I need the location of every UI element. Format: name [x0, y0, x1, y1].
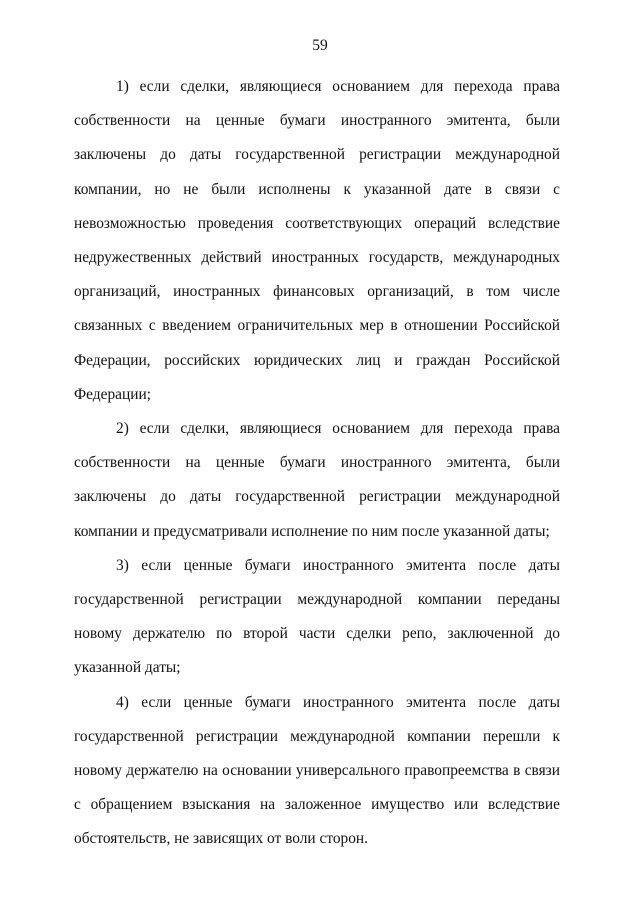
paragraph-2: 2) если сделки, являющиеся основанием для перехода права собственности на ценные бумаги иностранного эмитента, были заключены до даты государственной регистрации международной компании и предусматривали исполнение по ним после указанной даты; [74, 420, 560, 540]
page-number: 59 [312, 37, 328, 54]
paragraph-3: 3) если ценные бумаги иностранного эмитента после даты государственной регистрации международной компании переданы новому держателю по второй части сделки репо, заключенной до указанной даты; [74, 556, 560, 677]
paragraph-4: 4) если ценные бумаги иностранного эмитента после даты государственной регистрации международной компании перешли к новому держателю на основании универсального правопреемства в связи с обращением взыскания на заложенное имущество или вследствие обстоятельств, не зависящих от воли сторон. [74, 693, 560, 848]
document-body [74, 70, 560, 857]
paragraph-1: 1) если сделки, являющиеся основанием для перехода права собственности на ценные бумаги иностранного эмитента, были заключены до даты государственной регистрации международной компании, но не были исполнены к указанной дате в связи с невозможностью проведения соответствующих операций вследствие недружественных действий иностранных государств, международных организаций, иностранных финансовых организаций, в том числе связанных с введением ограничительных мер в отношении Российской Федерации, российских юридических лиц и граждан Российской Федерации; [74, 78, 560, 403]
